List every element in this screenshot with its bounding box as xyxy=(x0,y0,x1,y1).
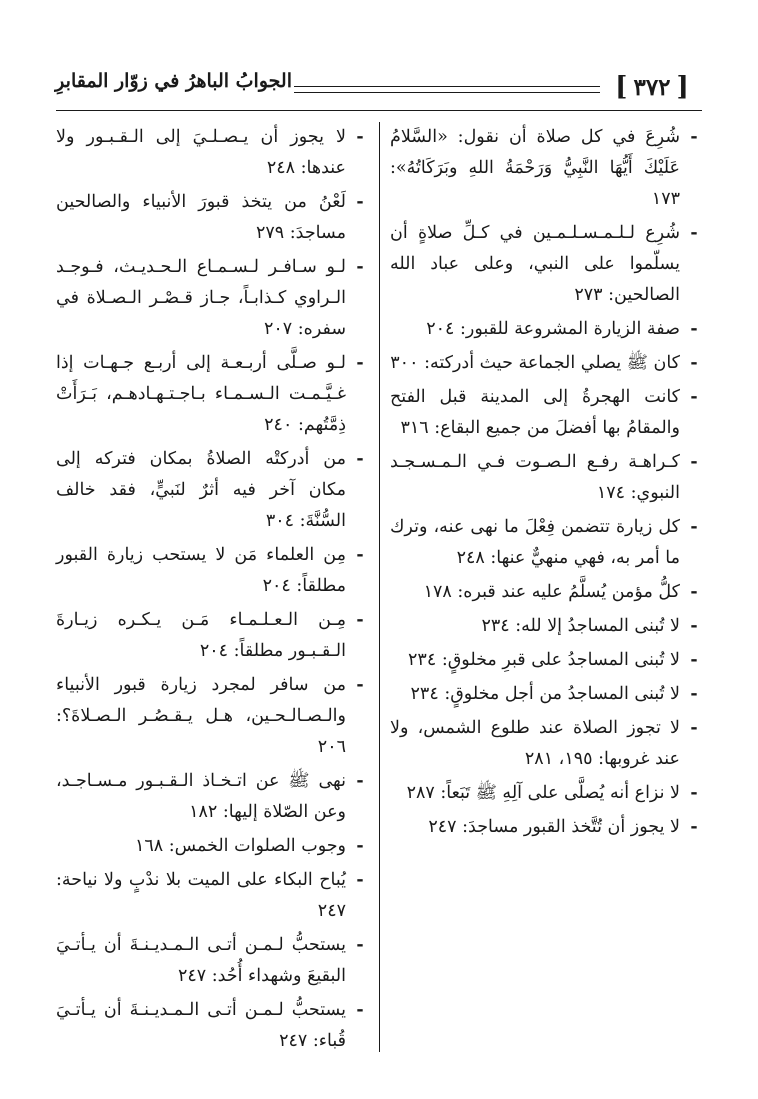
entry-text: شُرِعَ في كل صلاة أن نقول: «السَّلامُ عَلَيْكَ أَيُّهَا النَّبِيُّ وَرَحْمَةُ اللهِ وبَرَكَاتُهُ»: xyxy=(390,127,680,178)
entry-dash: - xyxy=(356,836,364,856)
index-entry xyxy=(56,831,368,862)
entry-text: مِـن الـعـلـمـاء مَـن يـكـره زيـارةَ الـقـبـور مطلقاً: xyxy=(56,610,346,661)
entry-text: من سافر لمجرد زيارة قبور الأنبياء والـصـالـحـين، هـل يـقـصُـر الـصـلاةَ؟: xyxy=(56,675,346,726)
entry-page: ١٨٢ xyxy=(189,802,218,822)
entry-page: ٢٣٤ xyxy=(410,684,439,704)
entry-text: من أدركتْه الصلاةُ بمكان فتركه إلى مكان آخر فيه أثرٌ لنَبيٍّ، فقد خالف السُّنَّةَ: xyxy=(56,449,346,531)
entry-text: يستحبُّ لـمـن أتـى الـمـديـنـةَ أن يـأتـيَ قُباء: xyxy=(56,1000,346,1051)
entry-text: لا تجوز الصلاة عند طلوع الشمس، ولا عند غروبها: xyxy=(390,718,680,769)
entry-text: يُباح البكاء على الميت بلا ندْبٍ ولا نياحة: xyxy=(56,870,346,890)
entry-text: لـو سـافـر لـسـمـاع الـحـديـث، فـوجـد الـراوي كـذابـاً، جـاز قـصْـر الـصـلاة في سفره: xyxy=(56,257,346,339)
entry-dash: - xyxy=(356,1000,364,1020)
bracket-close: ] xyxy=(615,72,628,102)
entry-text: صفة الزيارة المشروعة للقبور: xyxy=(460,319,680,339)
index-entry xyxy=(390,812,702,843)
index-entry xyxy=(56,930,368,992)
index-entry xyxy=(56,995,368,1057)
entry-dash: - xyxy=(356,935,364,955)
entry-text: لا يجوز أن تُتَّخذ القبور مساجدَ: xyxy=(462,817,680,837)
right-column xyxy=(390,122,702,846)
entry-text: لا تُبنى المساجدُ على قبرِ مخلوقٍ: xyxy=(441,650,680,670)
book-title: الجوابُ الباهرُ في زوّار المقابرِ xyxy=(55,70,292,92)
index-entry xyxy=(390,713,702,775)
entry-page: ١٩٥، ٢٨١ xyxy=(524,749,593,769)
entry-dash: - xyxy=(356,870,364,890)
page-header xyxy=(56,68,702,112)
entry-page: ٢٤٧ xyxy=(279,1031,308,1051)
entry-page: ٢٠٤ xyxy=(262,576,291,596)
entry-page: ٢٣٤ xyxy=(481,616,510,636)
index-entry xyxy=(390,577,702,608)
entry-page: ٢٠٤ xyxy=(426,319,455,339)
entry-text: شُرِع لـلـمـسـلـمـين في كـلِّ صلاةٍ أن يسلّموا على النبي، وعلى عباد الله الصالحين: xyxy=(390,223,680,305)
entry-page: ٢٣٤ xyxy=(408,650,437,670)
entry-dash: - xyxy=(690,817,698,837)
index-entry xyxy=(390,122,702,215)
index-entry xyxy=(56,444,368,537)
page-number-box xyxy=(602,70,702,104)
entry-dash: - xyxy=(356,545,364,565)
index-entry xyxy=(390,778,702,809)
header-double-rule xyxy=(294,86,600,93)
index-entry xyxy=(390,679,702,710)
entry-text: لـو صـلَّى أربـعـة إلى أربـع جـهـات إذا غـيَّـمـت الـسـمـاء بـاجـتـهـادهـم، بَـرَأَتْ ذِمَّتُهم: xyxy=(56,353,346,435)
entry-page: ١٧٣ xyxy=(651,189,680,209)
entry-dash: - xyxy=(356,449,364,469)
entry-dash: - xyxy=(690,452,698,472)
entry-dash: - xyxy=(356,353,364,373)
entry-page: ٣٠٠ xyxy=(390,353,419,373)
entry-dash: - xyxy=(690,783,698,803)
entry-page: ١٧٨ xyxy=(423,582,452,602)
index-entry xyxy=(56,252,368,345)
entry-dash: - xyxy=(356,771,364,791)
index-entry xyxy=(390,512,702,574)
entry-page: ٢٤٨ xyxy=(456,548,485,568)
entry-dash: - xyxy=(690,582,698,602)
entry-page: ٢٤٧ xyxy=(177,966,207,986)
index-entry xyxy=(56,670,368,763)
index-entry xyxy=(390,218,702,311)
entry-dash: - xyxy=(690,718,698,738)
entry-dash: - xyxy=(356,127,364,147)
entry-text: لَعْنُ من يتخذ قبورَ الأنبياء والصالحين مساجدَ: xyxy=(56,192,346,243)
entry-page: ٢٤٠ xyxy=(264,415,293,435)
entry-page: ٢٤٧ xyxy=(317,901,346,921)
index-entry xyxy=(390,611,702,642)
page-number: ٣٧٢ xyxy=(633,73,671,101)
index-entry xyxy=(56,865,368,927)
index-entry xyxy=(390,314,702,345)
entry-dash: - xyxy=(690,127,698,147)
entry-text: كـراهـة رفـع الـصـوت فـي الـمـسـجـد النبوي: xyxy=(390,452,680,503)
entry-dash: - xyxy=(690,517,698,537)
entry-dash: - xyxy=(356,192,364,212)
bracket-open: [ xyxy=(676,72,689,102)
index-entry xyxy=(56,348,368,441)
index-entry xyxy=(56,122,368,184)
entry-dash: - xyxy=(690,684,698,704)
entry-page: ٢٠٦ xyxy=(317,737,346,757)
entry-dash: - xyxy=(356,610,364,630)
entry-dash: - xyxy=(690,616,698,636)
entry-text: وجوب الصلوات الخمس: xyxy=(168,836,346,856)
entry-page: ٢٧٣ xyxy=(574,285,603,305)
entry-page: ٢٨٧ xyxy=(406,783,435,803)
entry-page: ٢٤٨ xyxy=(266,158,296,178)
entry-dash: - xyxy=(690,319,698,339)
entry-page: ٢٠٤ xyxy=(199,641,229,661)
left-column xyxy=(56,122,368,1060)
entry-page: ٢٤٧ xyxy=(428,817,457,837)
entry-text: يستحبُّ لـمـن أتـى الـمـديـنـةَ أن يـأتـيَ البقيعَ وشهداء أُحُد: xyxy=(56,935,346,986)
entry-text: كلُّ مؤمن يُسلَّمُ عليه عند قبره: xyxy=(457,582,680,602)
entry-dash: - xyxy=(690,353,698,373)
entry-text: لا نزاع أنه يُصلَّى على آلِهِ ﷺ تَبَعاً: xyxy=(440,783,680,803)
entry-page: ١٦٨ xyxy=(134,836,164,856)
entry-dash: - xyxy=(356,257,364,277)
index-entry xyxy=(56,540,368,602)
index-entry xyxy=(56,766,368,828)
entry-dash: - xyxy=(356,675,364,695)
entry-page: ١٧٤ xyxy=(596,483,626,503)
index-entry xyxy=(56,605,368,667)
entry-text: لا تُبنى المساجدُ إلا لله: xyxy=(515,616,680,636)
index-entry xyxy=(390,348,702,379)
entry-text: نهى ﷺ عن اتـخـاذ الـقـبـور مـسـاجـد، وعن الصّلاة إليها: xyxy=(56,771,346,822)
entry-text: كل زيارة تتضمن فِعْلَ ما نهى عنه، وترك ما أمر به، فهي منهيٌّ عنها: xyxy=(390,517,680,568)
entry-dash: - xyxy=(690,650,698,670)
entry-text: كانت الهجرةُ إلى المدينة قبل الفتح والمقامُ بها أفضلَ من جميع البقاع: xyxy=(390,387,680,438)
entry-text: مِن العلماء مَن لا يستحب زيارة القبور مطلقاً: xyxy=(56,545,346,596)
index-columns xyxy=(56,122,702,1052)
entry-dash: - xyxy=(690,223,698,243)
entry-text: لا يجوز أن يـصـلـيَ إلى الـقـبـور ولا عندها: xyxy=(56,127,346,178)
entry-page: ٣٠٤ xyxy=(265,511,295,531)
entry-page: ٣١٦ xyxy=(400,418,429,438)
index-entry xyxy=(390,645,702,676)
entry-text: كان ﷺ يصلي الجماعة حيث أدركته: xyxy=(424,353,680,373)
entry-page: ٢٧٩ xyxy=(256,223,285,243)
entry-page: ٢٠٧ xyxy=(263,319,293,339)
index-entry xyxy=(390,382,702,444)
header-underline xyxy=(56,110,702,111)
index-entry xyxy=(56,187,368,249)
entry-text: لا تُبنى المساجدُ من أجل مخلوقٍ: xyxy=(444,684,680,704)
entry-dash: - xyxy=(690,387,698,407)
column-divider xyxy=(379,122,380,1052)
index-entry xyxy=(390,447,702,509)
